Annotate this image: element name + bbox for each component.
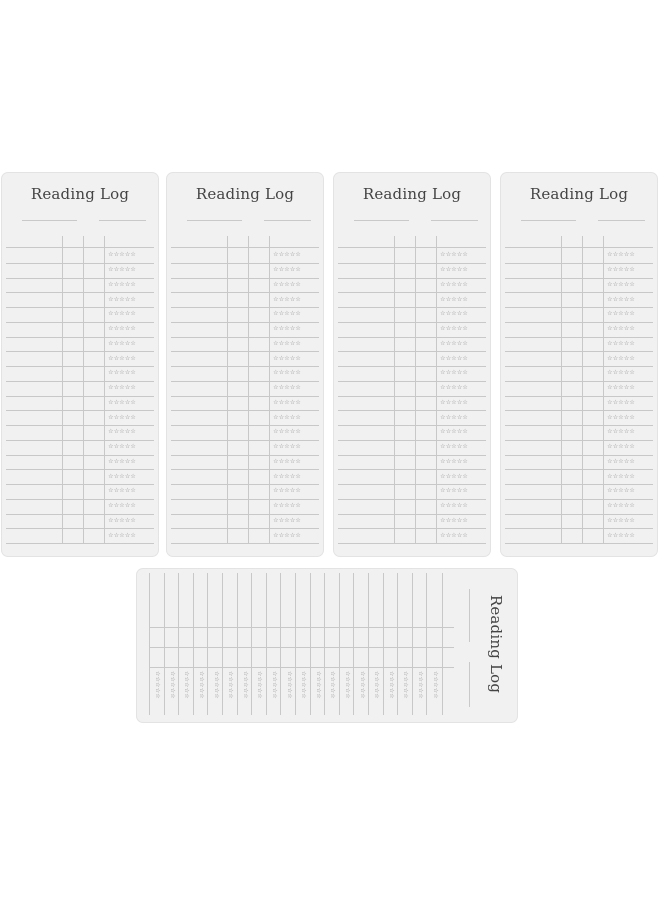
rating-stars: ☆☆☆☆☆	[402, 670, 410, 699]
table-row-line	[6, 484, 154, 485]
table-column-divider	[436, 236, 437, 543]
log-table	[171, 247, 319, 543]
table-row-line	[6, 396, 154, 397]
rating-stars: ☆☆☆☆☆	[273, 310, 302, 318]
log-table	[6, 247, 154, 543]
table-row-line	[383, 573, 384, 715]
table-row-line	[171, 263, 319, 264]
rating-stars: ☆☆☆☆☆	[440, 428, 469, 436]
table-row-line	[505, 543, 653, 544]
rating-stars: ☆☆☆☆☆	[607, 280, 636, 288]
rating-stars: ☆☆☆☆☆	[417, 670, 425, 699]
rating-stars: ☆☆☆☆☆	[607, 325, 636, 333]
table-row-line	[171, 351, 319, 352]
table-row-line	[171, 396, 319, 397]
table-row-line	[338, 278, 486, 279]
table-column-divider	[150, 647, 454, 648]
rating-stars: ☆☆☆☆☆	[607, 369, 636, 377]
table-row-line	[237, 573, 238, 715]
card-title: Reading Log	[487, 594, 505, 694]
table-row-line	[397, 573, 398, 715]
table-column-divider	[582, 236, 583, 543]
reading-log-card	[501, 173, 657, 556]
rating-stars: ☆☆☆☆☆	[273, 251, 302, 259]
table-row-line	[171, 278, 319, 279]
rating-stars: ☆☆☆☆☆	[440, 443, 469, 451]
table-row-line	[6, 307, 154, 308]
date-field-line	[99, 220, 146, 221]
table-row-line	[6, 455, 154, 456]
name-field-line	[22, 220, 77, 221]
rating-stars: ☆☆☆☆☆	[108, 280, 137, 288]
rating-stars: ☆☆☆☆☆	[108, 398, 137, 406]
table-row-line	[338, 366, 486, 367]
name-field-line	[354, 220, 409, 221]
table-row-line	[149, 573, 150, 715]
table-row-line	[295, 573, 296, 715]
table-row-line	[171, 469, 319, 470]
rating-stars: ☆☆☆☆☆	[108, 443, 137, 451]
table-row-line	[193, 573, 194, 715]
table-row-line	[222, 573, 223, 715]
table-row-line	[171, 337, 319, 338]
card-title: Reading Log	[30, 185, 130, 203]
table-row-line	[505, 528, 653, 529]
table-row-line	[412, 573, 413, 715]
table-column-divider	[227, 236, 228, 543]
table-row-line	[505, 514, 653, 515]
rating-stars: ☆☆☆☆☆	[273, 398, 302, 406]
name-field-line	[521, 220, 576, 221]
table-row-line	[207, 573, 208, 715]
rating-stars: ☆☆☆☆☆	[108, 339, 137, 347]
rating-stars: ☆☆☆☆☆	[108, 384, 137, 392]
rating-stars: ☆☆☆☆☆	[273, 531, 302, 539]
date-field-line	[598, 220, 645, 221]
table-row-line	[505, 396, 653, 397]
rating-stars: ☆☆☆☆☆	[300, 670, 308, 699]
rating-stars: ☆☆☆☆☆	[440, 398, 469, 406]
card-title: Reading Log	[362, 185, 462, 203]
rating-stars: ☆☆☆☆☆	[273, 487, 302, 495]
table-row-line	[505, 263, 653, 264]
rating-stars: ☆☆☆☆☆	[329, 670, 337, 699]
rating-stars: ☆☆☆☆☆	[273, 280, 302, 288]
table-row-line	[171, 514, 319, 515]
rating-stars: ☆☆☆☆☆	[108, 354, 137, 362]
name-field-line	[469, 589, 470, 642]
table-row-line	[164, 573, 165, 715]
rating-stars: ☆☆☆☆☆	[273, 295, 302, 303]
rating-stars: ☆☆☆☆☆	[273, 457, 302, 465]
rating-stars: ☆☆☆☆☆	[108, 251, 137, 259]
table-row-line	[426, 573, 427, 715]
table-row-line	[505, 292, 653, 293]
table-row-line	[338, 396, 486, 397]
table-column-divider	[83, 236, 84, 543]
table-row-line	[338, 322, 486, 323]
table-column-divider	[269, 236, 270, 543]
rating-stars: ☆☆☆☆☆	[440, 266, 469, 274]
table-column-divider	[150, 627, 454, 628]
table-row-line	[178, 573, 179, 715]
table-row-line	[6, 410, 154, 411]
rating-stars: ☆☆☆☆☆	[607, 531, 636, 539]
rating-stars: ☆☆☆☆☆	[108, 369, 137, 377]
table-row-line	[251, 573, 252, 715]
table-row-line	[6, 514, 154, 515]
table-row-line	[505, 322, 653, 323]
table-row-line	[6, 440, 154, 441]
rating-stars: ☆☆☆☆☆	[108, 325, 137, 333]
table-row-line	[6, 263, 154, 264]
table-row-line	[505, 455, 653, 456]
rating-stars: ☆☆☆☆☆	[440, 384, 469, 392]
rating-stars: ☆☆☆☆☆	[440, 502, 469, 510]
rating-stars: ☆☆☆☆☆	[440, 310, 469, 318]
table-row-line	[266, 573, 267, 715]
table-column-divider	[104, 236, 105, 543]
rating-stars: ☆☆☆☆☆	[607, 384, 636, 392]
table-row-line	[6, 337, 154, 338]
rating-stars: ☆☆☆☆☆	[607, 310, 636, 318]
table-row-line	[505, 351, 653, 352]
rating-stars: ☆☆☆☆☆	[607, 487, 636, 495]
rating-stars: ☆☆☆☆☆	[183, 670, 191, 699]
table-row-line	[171, 307, 319, 308]
table-row-line	[171, 381, 319, 382]
rating-stars: ☆☆☆☆☆	[440, 251, 469, 259]
reading-log-card	[167, 173, 323, 556]
rating-stars: ☆☆☆☆☆	[387, 670, 395, 699]
table-row-line	[338, 455, 486, 456]
table-row-line	[171, 455, 319, 456]
table-row-line	[6, 469, 154, 470]
table-row-line	[6, 322, 154, 323]
log-table	[338, 247, 486, 543]
table-column-divider	[394, 236, 395, 543]
log-table	[150, 573, 443, 715]
rating-stars: ☆☆☆☆☆	[108, 266, 137, 274]
date-field-line	[264, 220, 311, 221]
table-row-line	[338, 484, 486, 485]
table-row-line	[6, 278, 154, 279]
rating-stars: ☆☆☆☆☆	[273, 413, 302, 421]
rating-stars: ☆☆☆☆☆	[440, 280, 469, 288]
rating-stars: ☆☆☆☆☆	[108, 310, 137, 318]
rating-stars: ☆☆☆☆☆	[607, 428, 636, 436]
table-row-line	[338, 425, 486, 426]
card-title: Reading Log	[195, 185, 295, 203]
rating-stars: ☆☆☆☆☆	[108, 428, 137, 436]
table-row-line	[338, 292, 486, 293]
table-row-line	[505, 425, 653, 426]
table-row-line	[338, 528, 486, 529]
table-row-line	[505, 440, 653, 441]
table-row-line	[338, 351, 486, 352]
table-row-line	[6, 499, 154, 500]
reading-log-card	[334, 173, 490, 556]
rating-stars: ☆☆☆☆☆	[440, 487, 469, 495]
rating-stars: ☆☆☆☆☆	[607, 457, 636, 465]
table-column-divider	[248, 236, 249, 543]
rating-stars: ☆☆☆☆☆	[273, 516, 302, 524]
rating-stars: ☆☆☆☆☆	[108, 457, 137, 465]
table-row-line	[338, 469, 486, 470]
rating-stars: ☆☆☆☆☆	[440, 354, 469, 362]
rating-stars: ☆☆☆☆☆	[273, 428, 302, 436]
rating-stars: ☆☆☆☆☆	[607, 354, 636, 362]
rating-stars: ☆☆☆☆☆	[241, 670, 249, 699]
table-row-line	[505, 469, 653, 470]
table-row-line	[338, 381, 486, 382]
rating-stars: ☆☆☆☆☆	[607, 516, 636, 524]
table-row-line	[505, 499, 653, 500]
rating-stars: ☆☆☆☆☆	[440, 295, 469, 303]
table-row-line	[171, 410, 319, 411]
rating-stars: ☆☆☆☆☆	[273, 502, 302, 510]
date-field-line	[431, 220, 478, 221]
table-column-divider	[603, 236, 604, 543]
rating-stars: ☆☆☆☆☆	[273, 472, 302, 480]
table-row-line	[6, 528, 154, 529]
table-row-line	[505, 484, 653, 485]
table-row-line	[171, 543, 319, 544]
rating-stars: ☆☆☆☆☆	[108, 413, 137, 421]
rating-stars: ☆☆☆☆☆	[440, 516, 469, 524]
rating-stars: ☆☆☆☆☆	[212, 670, 220, 699]
rating-stars: ☆☆☆☆☆	[273, 266, 302, 274]
table-row-line	[171, 366, 319, 367]
rating-stars: ☆☆☆☆☆	[440, 531, 469, 539]
table-row-line	[338, 410, 486, 411]
table-column-divider	[415, 236, 416, 543]
rating-stars: ☆☆☆☆☆	[607, 398, 636, 406]
table-row-line	[6, 366, 154, 367]
rating-stars: ☆☆☆☆☆	[607, 339, 636, 347]
date-field-line	[469, 662, 470, 707]
rating-stars: ☆☆☆☆☆	[607, 502, 636, 510]
rating-stars: ☆☆☆☆☆	[108, 472, 137, 480]
table-row-line	[6, 351, 154, 352]
rating-stars: ☆☆☆☆☆	[607, 413, 636, 421]
table-row-line	[338, 514, 486, 515]
rating-stars: ☆☆☆☆☆	[108, 516, 137, 524]
rating-stars: ☆☆☆☆☆	[314, 670, 322, 699]
table-row-line	[171, 425, 319, 426]
card-title: Reading Log	[529, 185, 629, 203]
rating-stars: ☆☆☆☆☆	[273, 443, 302, 451]
reading-log-card-rotated	[137, 569, 517, 722]
table-row-line	[171, 292, 319, 293]
rating-stars: ☆☆☆☆☆	[607, 266, 636, 274]
rating-stars: ☆☆☆☆☆	[431, 670, 439, 699]
table-row-line	[368, 573, 369, 715]
table-row-line	[505, 381, 653, 382]
rating-stars: ☆☆☆☆☆	[273, 354, 302, 362]
table-row-line	[338, 307, 486, 308]
rating-stars: ☆☆☆☆☆	[271, 670, 279, 699]
table-row-line	[280, 573, 281, 715]
rating-stars: ☆☆☆☆☆	[273, 339, 302, 347]
rating-stars: ☆☆☆☆☆	[227, 670, 235, 699]
rating-stars: ☆☆☆☆☆	[440, 457, 469, 465]
table-column-divider	[561, 236, 562, 543]
rating-stars: ☆☆☆☆☆	[607, 443, 636, 451]
table-row-line	[505, 278, 653, 279]
rating-stars: ☆☆☆☆☆	[108, 531, 137, 539]
rating-stars: ☆☆☆☆☆	[285, 670, 293, 699]
rating-stars: ☆☆☆☆☆	[273, 325, 302, 333]
table-row-line	[505, 307, 653, 308]
table-row-line	[6, 381, 154, 382]
table-row-line	[505, 410, 653, 411]
table-row-line	[171, 484, 319, 485]
rating-stars: ☆☆☆☆☆	[440, 339, 469, 347]
rating-stars: ☆☆☆☆☆	[273, 384, 302, 392]
rating-stars: ☆☆☆☆☆	[440, 325, 469, 333]
table-row-line	[338, 337, 486, 338]
rating-stars: ☆☆☆☆☆	[607, 251, 636, 259]
reading-log-card	[2, 173, 158, 556]
rating-stars: ☆☆☆☆☆	[440, 472, 469, 480]
rating-stars: ☆☆☆☆☆	[108, 295, 137, 303]
table-row-line	[338, 263, 486, 264]
table-row-line	[338, 499, 486, 500]
rating-stars: ☆☆☆☆☆	[168, 670, 176, 699]
rotated-card-content	[137, 569, 517, 719]
rating-stars: ☆☆☆☆☆	[256, 670, 264, 699]
rating-stars: ☆☆☆☆☆	[108, 502, 137, 510]
table-row-line	[6, 543, 154, 544]
rating-stars: ☆☆☆☆☆	[108, 487, 137, 495]
rating-stars: ☆☆☆☆☆	[607, 472, 636, 480]
table-row-line	[171, 440, 319, 441]
rating-stars: ☆☆☆☆☆	[440, 413, 469, 421]
table-row-line	[338, 440, 486, 441]
table-row-line	[505, 337, 653, 338]
table-row-line	[171, 499, 319, 500]
table-row-line	[353, 573, 354, 715]
rating-stars: ☆☆☆☆☆	[344, 670, 352, 699]
rating-stars: ☆☆☆☆☆	[358, 670, 366, 699]
rating-stars: ☆☆☆☆☆	[373, 670, 381, 699]
rating-stars: ☆☆☆☆☆	[440, 369, 469, 377]
table-row-line	[171, 528, 319, 529]
name-field-line	[187, 220, 242, 221]
table-column-divider	[62, 236, 63, 543]
log-table	[505, 247, 653, 543]
table-row-line	[6, 425, 154, 426]
table-column-divider	[150, 667, 454, 668]
table-row-line	[324, 573, 325, 715]
rating-stars: ☆☆☆☆☆	[154, 670, 162, 699]
rating-stars: ☆☆☆☆☆	[607, 295, 636, 303]
rating-stars: ☆☆☆☆☆	[273, 369, 302, 377]
rating-stars: ☆☆☆☆☆	[198, 670, 206, 699]
table-row-line	[505, 366, 653, 367]
table-row-line	[310, 573, 311, 715]
table-row-line	[338, 543, 486, 544]
table-row-line	[171, 322, 319, 323]
table-row-line	[6, 292, 154, 293]
table-row-line	[339, 573, 340, 715]
